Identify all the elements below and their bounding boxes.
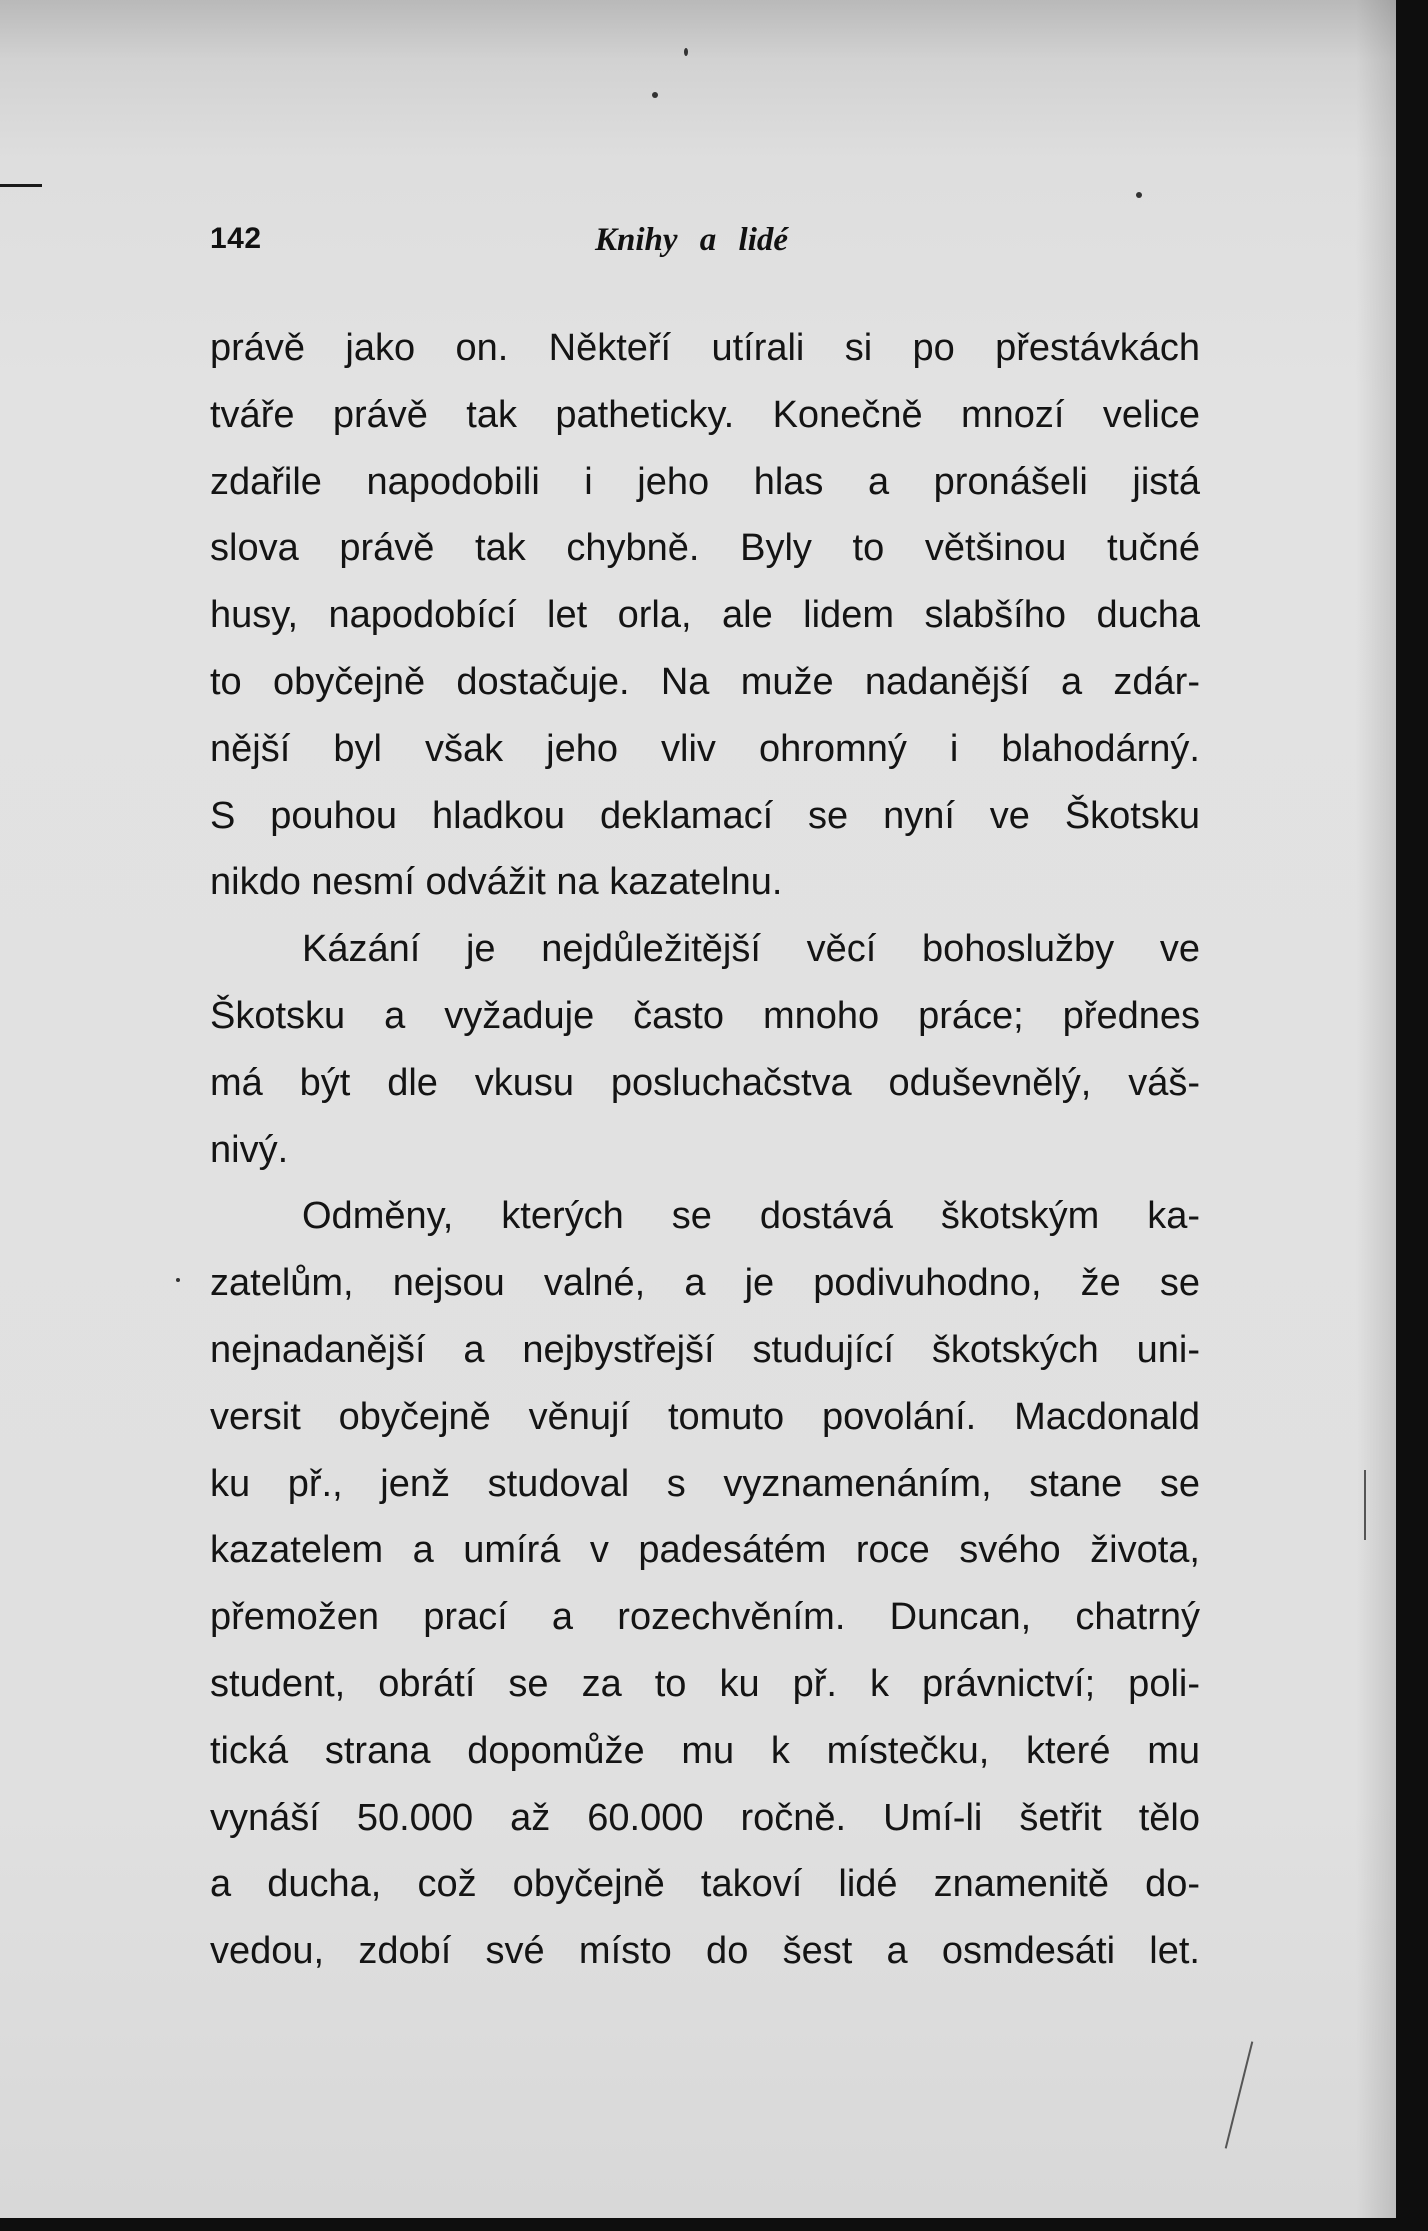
pencil-mark [1364,1470,1366,1540]
text-line: zatelům, nejsou valné, a je podivuhodno, že se [210,1262,1200,1305]
page-number: 142 [210,222,262,255]
text-line: nikdo nesmí odvážit na kazatelnu. [210,861,783,904]
text-line: Škotsku a vyžaduje často mnoho práce; přednes [210,994,1200,1037]
text-line: zdařile napodobili i jeho hlas a pronášeli jistá [210,460,1200,503]
text-line: vynáší 50.000 až 60.000 ročně. Umí-li šetřit tělo [210,1796,1200,1839]
paragraph [210,1183,1200,1985]
running-title: Knihy a lidé [595,222,789,258]
dust-speck [652,92,658,98]
text-line: má být dle vkusu posluchačstva oduševnělý, váš- [210,1061,1200,1104]
text-line: nivý. [210,1128,289,1171]
text-line: husy, napodobící let orla, ale lidem slabšího ducha [210,594,1200,637]
dust-speck [684,48,688,56]
text-line: S pouhou hladkou deklamací se nyní ve Škotsku [210,794,1200,837]
page-edge-shadow [1356,0,1396,2218]
text-line: a ducha, což obyčejně takoví lidé znamenitě do- [210,1863,1200,1906]
text-line: nejnadanější a nejbystřejší studující škotských uni- [210,1328,1200,1371]
text-line: Kázání je nejdůležitější věcí bohoslužby ve [302,928,1200,971]
body-text [210,315,1200,1985]
text-line: právě jako on. Někteří utírali si po přestávkách [210,327,1200,369]
text-line: přemožen prací a rozechvěním. Duncan, chatrný [210,1596,1200,1639]
text-line: slova právě tak chybně. Byly to většinou tučné [210,527,1200,570]
text-line: tváře právě tak patheticky. Konečně mnozí velice [210,393,1200,436]
dust-speck [176,1278,180,1282]
page-header [210,222,1200,272]
text-line: tická strana dopomůže mu k místečku, které mu [210,1729,1200,1772]
margin-mark [0,184,42,187]
text-line: vedou, zdobí své místo do šest a osmdesáti let. [210,1930,1200,1973]
text-line: Odměny, kterých se dostává škotským ka- [302,1195,1200,1238]
text-line: ku př., jenž studoval s vyznamenáním, stane se [210,1462,1200,1505]
text-line: student, obrátí se za to ku př. k právnictví; poli- [210,1662,1200,1705]
pencil-mark [1225,2041,1254,2148]
text-line: to obyčejně dostačuje. Na muže nadanější a zdár- [210,660,1200,703]
paragraph [210,916,1200,1183]
text-line: nější byl však jeho vliv ohromný i blahodárný. [210,727,1200,770]
dust-speck [1136,192,1142,198]
text-line: versit obyčejně věnují tomuto povolání. Macdonald [210,1395,1200,1438]
paragraph [210,315,1200,916]
text-line: kazatelem a umírá v padesátém roce svého života, [210,1529,1200,1572]
